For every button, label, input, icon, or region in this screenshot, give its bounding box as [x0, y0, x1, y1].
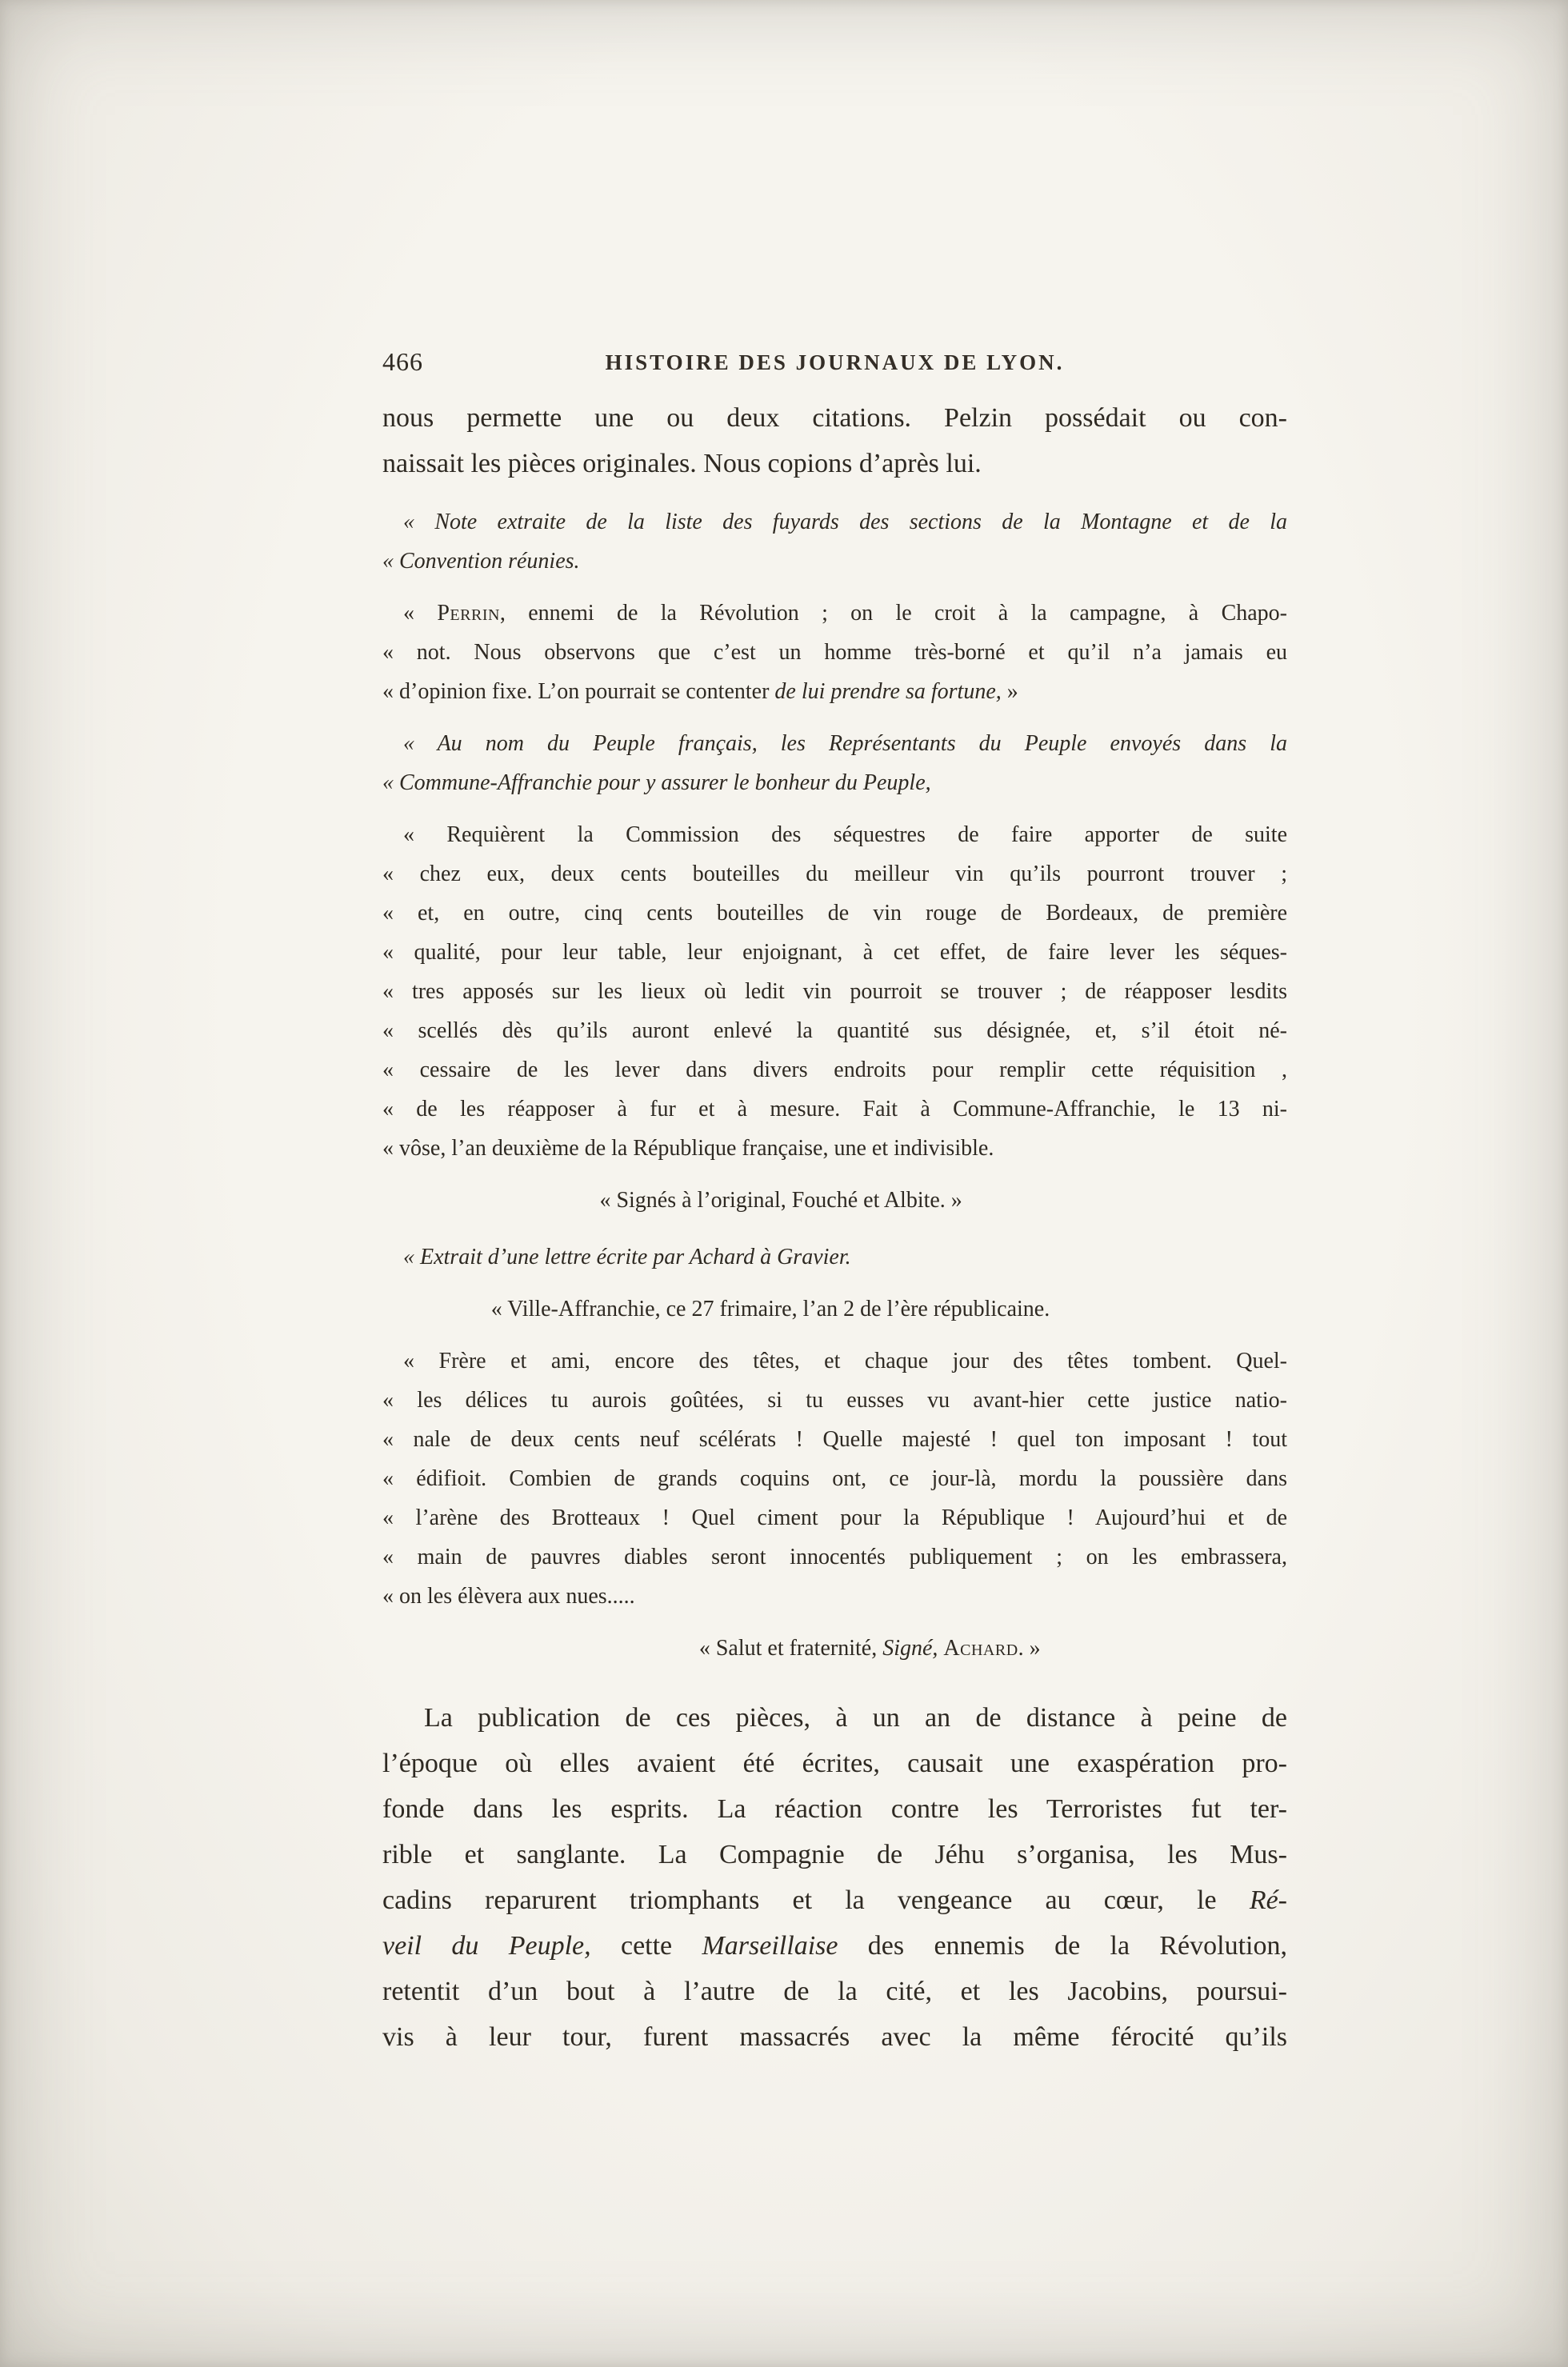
dateline — [382, 1289, 1287, 1329]
text-segment-smallcaps: Perrin — [437, 601, 500, 626]
text-line — [382, 1537, 1287, 1577]
text-segment: « chez eux, deux cents bouteilles du meilleur vin qu’ils pourront trouver ; — [382, 862, 1287, 886]
quote-extrait-heading — [382, 1237, 1287, 1277]
text-segment: « vôse, l’an deuxième de la République française, une et indivisible. — [382, 1136, 994, 1161]
text-segment: naissait les pièces originales. Nous copions d’après lui. — [382, 449, 982, 478]
text-segment: . » — [1018, 1636, 1041, 1661]
text-line — [382, 1969, 1287, 2014]
text-segment: » — [1001, 679, 1018, 704]
text-line — [382, 1341, 1287, 1381]
text-segment: l’époque où elles avaient été écrites, causait une exaspération pro- — [382, 1749, 1287, 1778]
text-segment: « les délices tu aurois goûtées, si tu eusses vu avant-hier cette justice natio- — [382, 1388, 1287, 1413]
text-line — [382, 502, 1287, 542]
text-segment: « l’arène des Brotteaux ! Quel ciment pour la République ! Aujourd’hui et de — [382, 1505, 1287, 1530]
intro-paragraph — [382, 395, 1287, 486]
text-line — [382, 933, 1287, 972]
text-segment: cadins reparurent triomphants et la vengeance au cœur, le — [382, 1885, 1250, 1915]
signature-fouche — [382, 1181, 1287, 1220]
text-segment: « not. Nous observons que c’est un homme très-borné et qu’il n’a jamais eu — [382, 640, 1287, 665]
text-segment: rible et sanglante. La Compagnie de Jéhu s’organisa, les Mus- — [382, 1840, 1287, 1869]
text-line — [382, 1629, 1287, 1668]
text-segment: « Commune-Affranchie pour y assurer le bonheur du Peuple, — [382, 770, 931, 795]
text-line — [382, 594, 1287, 633]
text-segment-italic: Signé, — [882, 1636, 938, 1661]
text-line — [382, 1923, 1287, 1969]
text-segment-italic: Marseillaise — [702, 1931, 838, 1961]
text-segment: « Requièrent la Commission des séquestres de faire apporter de suite — [403, 822, 1287, 847]
text-segment: « — [403, 601, 438, 626]
text-segment: « de les réapposer à fur et à mesure. Fait à Commune-Affranchie, le 13 ni- — [382, 1097, 1287, 1122]
text-segment: « scellés dès qu’ils auront enlevé la quantité sus désignée, et, s’il étoit né- — [382, 1018, 1287, 1043]
text-segment-italic: Ré- — [1249, 1885, 1287, 1915]
text-line — [382, 1129, 1287, 1168]
text-segment: « Salut et fraternité, — [698, 1636, 883, 1661]
text-line — [382, 672, 1287, 711]
text-blocks — [382, 395, 1287, 2060]
text-segment: « Ville-Affranchie, ce 27 frimaire, l’an 2 de l’ère républicaine. — [490, 1297, 1050, 1321]
quote-requierent — [382, 815, 1287, 1168]
text-segment: cette — [590, 1931, 702, 1961]
text-segment: « Au nom du Peuple français, les Représentants du Peuple envoyés dans la — [403, 731, 1287, 756]
text-segment: « édifioit. Combien de grands coquins ont, ce jour-là, mordu la poussière dans — [382, 1466, 1287, 1491]
text-line — [382, 542, 1287, 581]
text-segment-italic: veil du Peuple, — [382, 1931, 591, 1961]
text-segment-italic: de lui prendre sa fortune, — [774, 679, 1002, 704]
quote-perrin — [382, 594, 1287, 711]
text-line — [382, 2014, 1287, 2060]
text-line — [382, 815, 1287, 854]
text-segment: « Extrait d’une lettre écrite par Achard à Gravier. — [403, 1245, 851, 1269]
quote-au-nom — [382, 724, 1287, 802]
page-number: 466 — [382, 347, 423, 376]
text-line — [382, 1181, 1287, 1220]
text-segment: « on les élèvera aux nues..... — [382, 1584, 635, 1609]
quote-note-heading — [382, 502, 1287, 581]
text-segment: « d’opinion fixe. L’on pourrait se contenter — [382, 679, 775, 704]
text-segment: vis à leur tour, furent massacrés avec la même férocité qu’ils — [382, 2022, 1287, 2052]
running-title: HISTOIRE DES JOURNAUX DE LYON. — [605, 350, 1065, 374]
text-line — [382, 1695, 1287, 1741]
text-line — [382, 724, 1287, 763]
text-segment: « main de pauvres diables seront innocentés publiquement ; on les embrassera, — [382, 1545, 1287, 1569]
text-line — [382, 1877, 1287, 1923]
text-segment: « nale de deux cents neuf scélérats ! Quelle majesté ! quel ton imposant ! tout — [382, 1427, 1287, 1452]
text-segment: « Frère et ami, encore des têtes, et chaque jour des têtes tombent. Quel- — [403, 1349, 1287, 1373]
text-segment: « et, en outre, cinq cents bouteilles de vin rouge de Bordeaux, de première — [382, 901, 1287, 926]
text-line — [382, 1011, 1287, 1050]
text-line — [382, 1459, 1287, 1498]
text-line — [382, 1381, 1287, 1420]
text-segment: des ennemis de la Révolution, — [838, 1931, 1287, 1961]
text-segment: « Note extraite de la liste des fuyards des sections de la Montagne et de la — [403, 510, 1287, 534]
text-line — [382, 395, 1287, 441]
text-segment: « cessaire de les lever dans divers endroits pour remplir cette réquisition , — [382, 1058, 1287, 1082]
text-line — [382, 972, 1287, 1011]
text-line — [382, 1786, 1287, 1832]
text-segment: « tres apposés sur les lieux où ledit vin pourroit se trouver ; de réapposer lesdits — [382, 979, 1287, 1004]
text-line — [382, 1832, 1287, 1877]
closing-paragraph — [382, 1695, 1287, 2060]
text-segment: nous permette une ou deux citations. Pelzin possédait ou con- — [382, 403, 1287, 433]
text-line — [382, 1420, 1287, 1459]
text-segment: « Convention réunies. — [382, 549, 580, 574]
running-head — [382, 344, 1287, 381]
text-line — [382, 633, 1287, 672]
text-line — [382, 441, 1287, 486]
text-segment: , ennemi de la Révolution ; on le croit à la campagne, à Chapo- — [499, 601, 1287, 626]
text-line — [382, 1498, 1287, 1537]
text-line — [382, 1090, 1287, 1129]
text-segment: « qualité, pour leur table, leur enjoignant, à cet effet, de faire lever les séques- — [382, 940, 1287, 965]
text-line — [382, 854, 1287, 894]
text-line — [382, 1577, 1287, 1616]
signature-achard — [382, 1629, 1287, 1668]
quote-frere — [382, 1341, 1287, 1616]
text-segment: fonde dans les esprits. La réaction contre les Terroristes fut ter- — [382, 1794, 1287, 1824]
text-segment: retentit d’un bout à l’autre de la cité, et les Jacobins, poursui- — [382, 1977, 1287, 2006]
text-segment-smallcaps: Achard — [943, 1636, 1018, 1661]
page-content — [382, 344, 1287, 2076]
text-segment: La publication de ces pièces, à un an de distance à peine de — [424, 1703, 1287, 1733]
text-line — [382, 1741, 1287, 1786]
text-line — [382, 763, 1287, 802]
text-line — [382, 1289, 1287, 1329]
text-line — [382, 894, 1287, 933]
text-segment: « Signés à l’original, Fouché et Albite. » — [599, 1188, 962, 1213]
text-line — [382, 1237, 1287, 1277]
text-line — [382, 1050, 1287, 1090]
